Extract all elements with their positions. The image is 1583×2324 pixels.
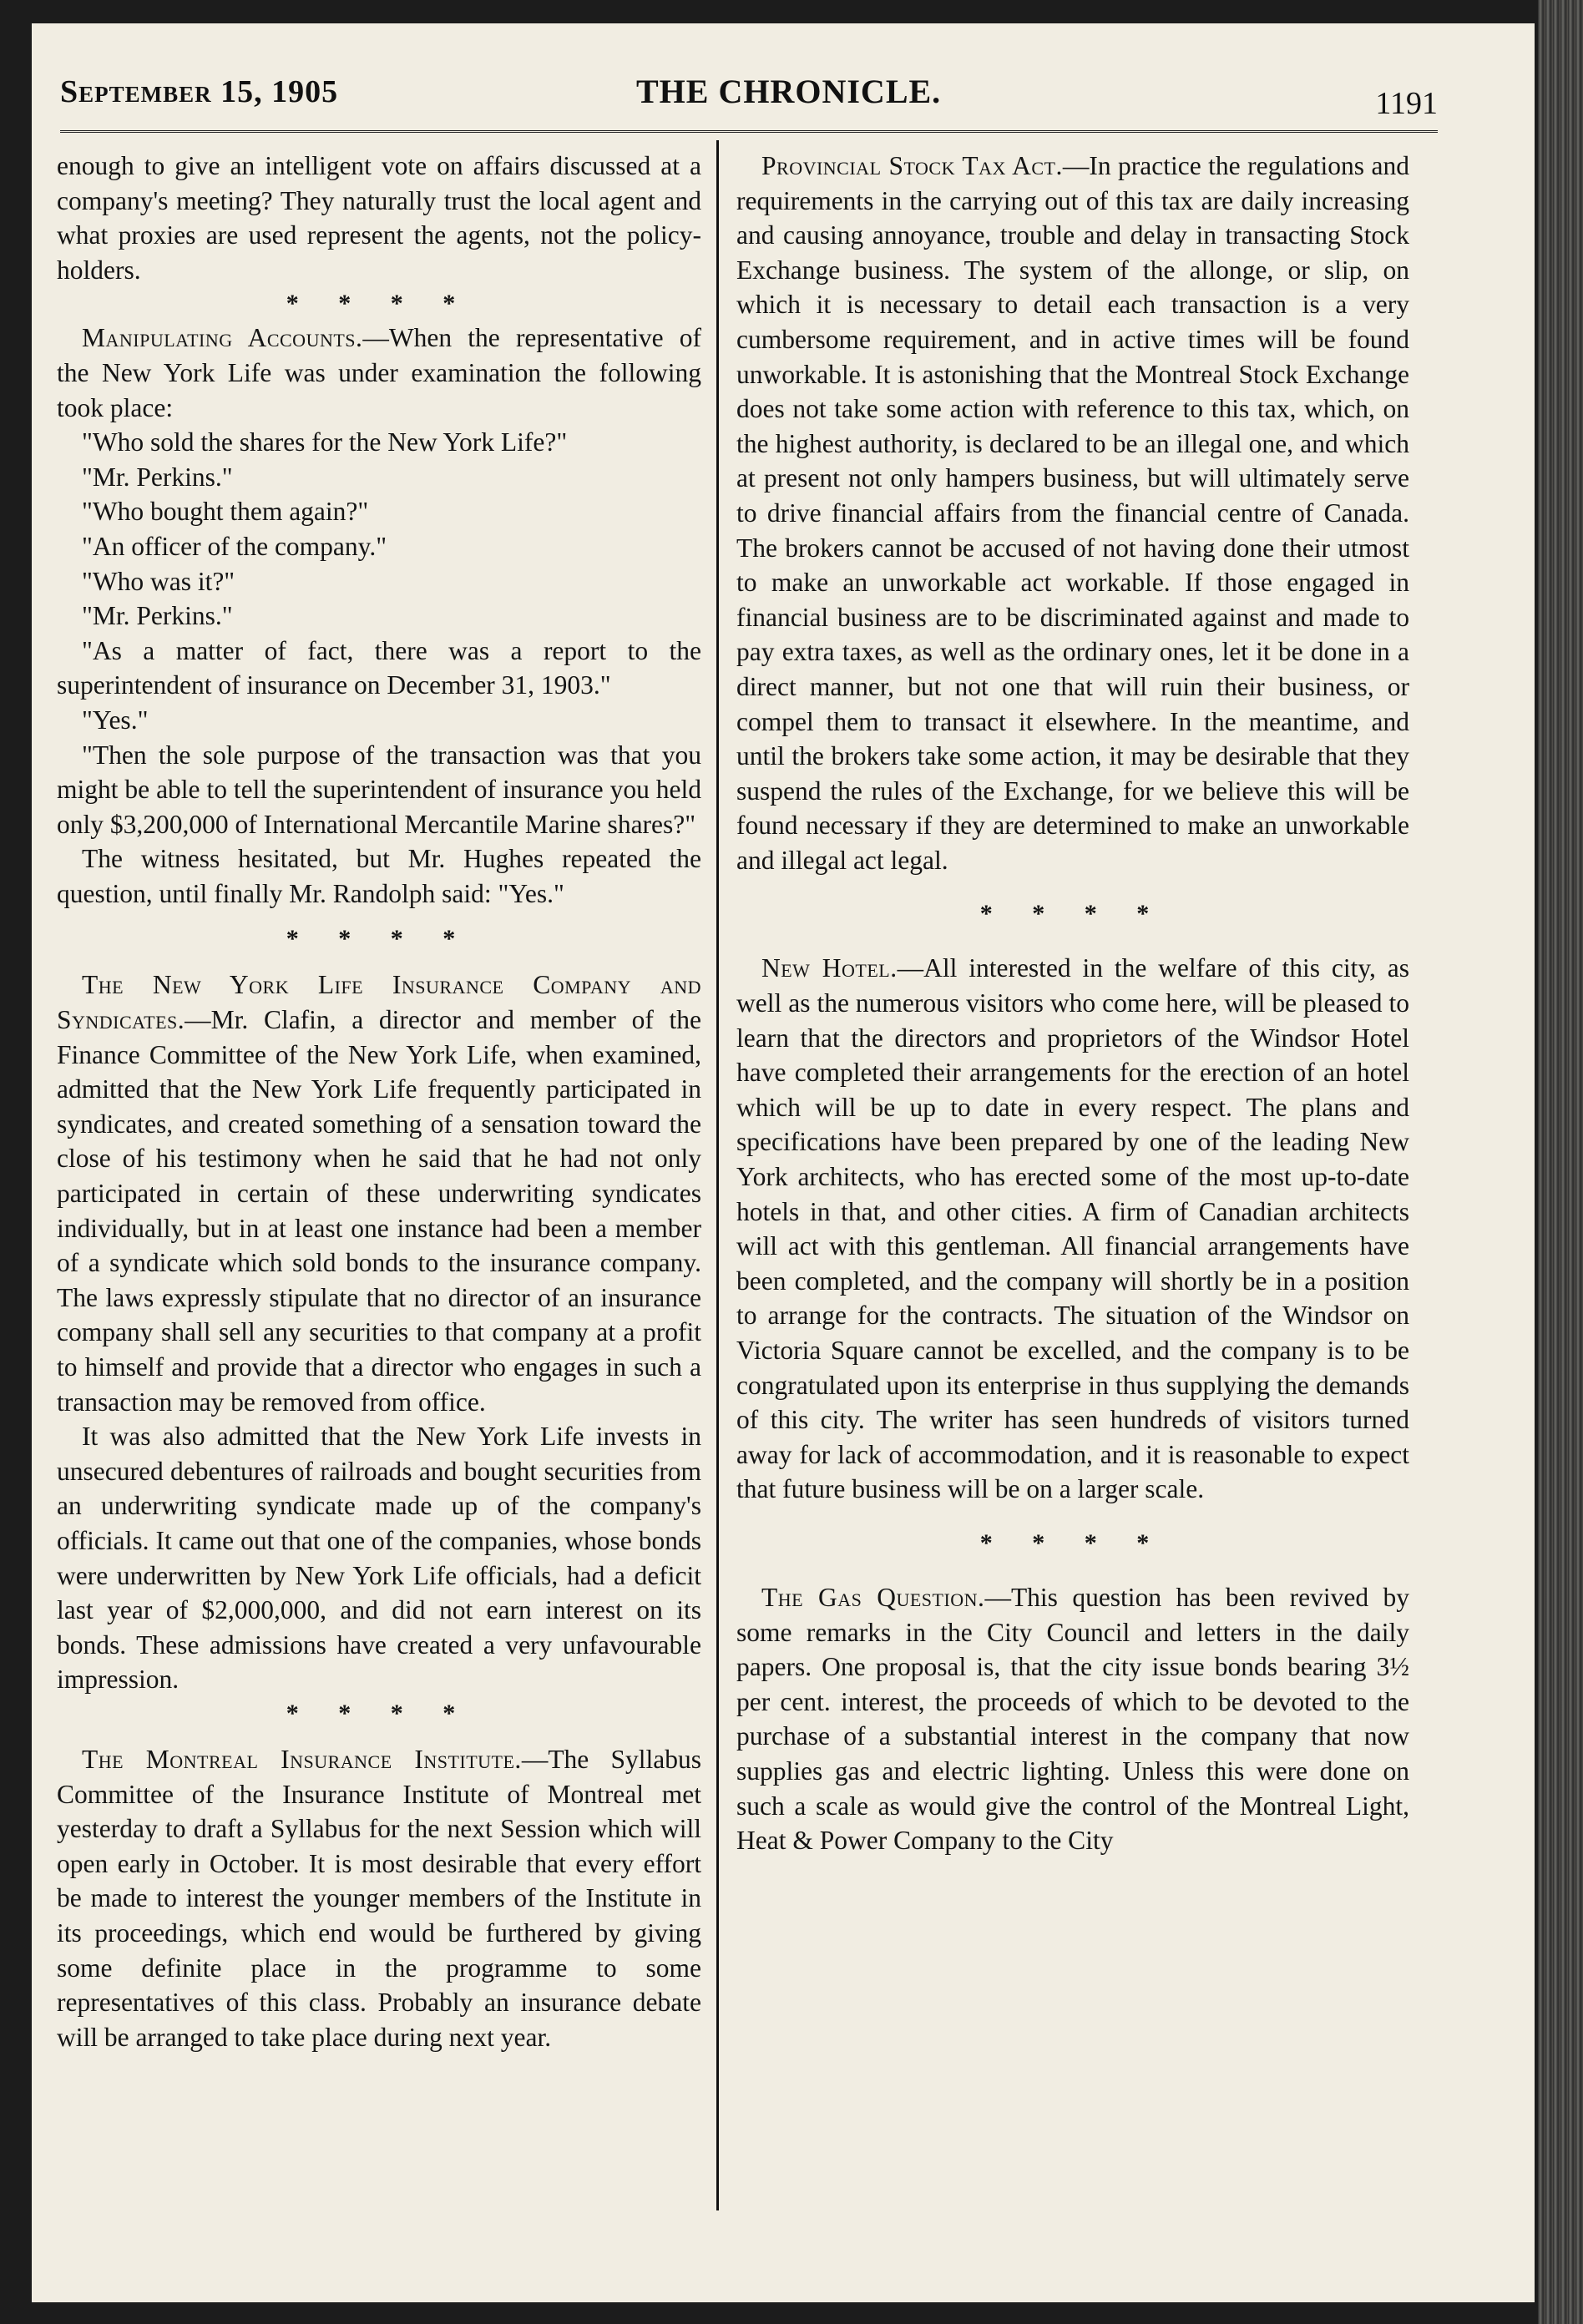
left-column xyxy=(57,149,701,2054)
section-separator: * * * * xyxy=(286,925,473,953)
dialog-line: "Who sold the shares for the New York Life?" xyxy=(82,427,568,457)
article-continuation: enough to give an intelligent vote on affairs discussed at a company's meeting? They naturally trust the local agent and what proxies are used represent the agents, not the policy-holders. xyxy=(57,151,701,285)
column-divider xyxy=(716,140,719,2210)
article-text: —When the representative of the New York Life was under examination the following took place: xyxy=(57,323,701,422)
dialog-line: "Who was it?" xyxy=(82,566,235,596)
article-heading: The New York Life Insurance Company and Syndicates. xyxy=(57,970,701,1035)
page-header xyxy=(60,57,1438,124)
book-spine-edge xyxy=(1538,0,1583,2324)
section-separator: * * * * xyxy=(286,1699,473,1727)
article-paragraph: It was also admitted that the New York Life invests in unsecured debentures of railroads and bought securities from an underwriting syndicate made up of the company's officials. It came out that one of the companies, whose bonds were underwritten by New York Life officials, had a deficit last year of $2,000,000, and did not earn interest on its bonds. These admissions have created a very unfavourable impression. xyxy=(57,1422,701,1695)
dialog-line: "An officer of the company." xyxy=(82,531,387,561)
article-heading: New Hotel. xyxy=(761,953,898,983)
section-separator: * * * * xyxy=(979,900,1166,928)
article-heading: Provincial Stock Tax Act. xyxy=(761,151,1063,180)
article-heading: The Gas Question. xyxy=(761,1582,985,1612)
dialog-line: "Then the sole purpose of the transaction was that you might be able to tell the superintendent of insurance you held only $3,200,000 of International Mercantile Marine shares?" xyxy=(57,740,701,839)
header-date: September 15, 1905 xyxy=(60,74,339,109)
section-separator: * * * * xyxy=(286,290,473,318)
dialog-line: "As a matter of fact, there was a report to the superintendent of insurance on December 31, 1903." xyxy=(57,635,701,700)
right-column xyxy=(736,149,1409,1858)
article-new-hotel xyxy=(736,951,1409,1507)
dialog-line: "Mr. Perkins." xyxy=(82,601,233,631)
dialog-line: "Mr. Perkins." xyxy=(82,462,233,492)
article-text: —In practice the regulations and requirements in the carrying out of this tax are daily increasing and causing annoyance, trouble and delay in transacting Stock Exchange business. The system of the allonge, or slip, on which it is necessary to detail each transaction is a very cumbersome requirement, and in active times will be found unworkable. It is astonishing that the Montreal Stock Exchange does not take some action with reference to this tax, which, on the highest authority, is declared to be an illegal one, and which at present not only hampers business, but will ultimately serve to drive financial affairs from the financial centre of Canada. The brokers cannot be accused of not having done their utmost to make an unworkable act workable. If those engaged in financial business are to be discriminated against and made to pay extra taxes, as well as the ordinary ones, let it be done in a direct manner, but not one that will ruin their business, or compel them to transact it elsewhere. In the meantime, and until the brokers take some action, it may be desirable that they suspend the rules of the Exchange, for we believe this will be found necessary if they are determined to make an unworkable and illegal act legal. xyxy=(736,151,1410,875)
article-heading: The Montreal Insurance Institute. xyxy=(82,1744,522,1774)
article-heading: Manipulating Accounts. xyxy=(82,323,363,353)
page-number: 1191 xyxy=(1375,86,1438,121)
header-rule xyxy=(60,130,1438,133)
dialog-line: The witness hesitated, but Mr. Hughes repeated the question, until finally Mr. Randolph said: "Yes." xyxy=(57,844,701,908)
article-text: —All interested in the welfare of this city, as well as the numerous visitors who come here, will be pleased to learn that the directors and proprietors of the Windsor Hotel have completed their arrangements for the erection of an hotel which will be up to date in every respect. The plans and specifications have been prepared by one of the leading New York architects, who has erected some of the most up-to-date hotels in that, and other cities. A firm of Canadian architects will act with this gentleman. All financial arrangements have been completed, and the company will shortly be in a position to arrange for the contracts. The situation of the Windsor on Victoria Square cannot be excelled, and the company is to be congratulated upon its enterprise in thus supplying the demands of this city. The writer has seen hundreds of visitors turned away for lack of accommodation, and it is reasonable to expect that future business will be on a larger scale. xyxy=(736,953,1409,1504)
section-separator: * * * * xyxy=(979,1528,1166,1557)
newspaper-page xyxy=(32,23,1535,2302)
article-montreal-insurance-institute xyxy=(57,1742,701,2054)
dialog-line: "Yes." xyxy=(82,705,149,735)
article-provincial-stock-tax-act xyxy=(736,149,1409,877)
article-text: —The Syllabus Committee of the Insurance Institute of Montreal met yesterday to draft a Syllabus for the next Session which will open early in October. It is most desirable that every effort be made to interest the younger members of the Institute in its proceedings, which end would be furthered by giving some definite place in the programme to some representatives of this class. Probably an insurance debate will be arranged to take place during next year. xyxy=(57,1744,701,2052)
article-new-york-life-syndicates xyxy=(57,967,701,1419)
article-text: —Mr. Clafin, a director and member of the Finance Committee of the New York Life, when examined, admitted that the New York Life frequently participated in syndicates, and created something of a sensation toward the close of his testimony when he said that he had not only participated in certain of these underwriting syndicates individually, but in at least one instance had been a member of a syndicate which sold bonds to the insurance company. The laws expressly stipulate that no director of an insurance company shall sell any securities to that company at a profit to himself and provide that a director who engages in such a transaction may be removed from office. xyxy=(57,1005,701,1417)
article-manipulating-accounts xyxy=(57,321,701,425)
article-text: —This question has been revived by some remarks in the City Council and letters in the daily papers. One proposal is, that the city issue bonds bearing 3½ per cent. interest, the proceeds of which to be devoted to the purchase of a substantial interest in the company that now supplies gas and electric lighting. Unless this were done on such a scale as would give the control of the Montreal Light, Heat & Power Company to the City xyxy=(736,1582,1409,1856)
dialog-line: "Who bought them again?" xyxy=(82,497,369,527)
header-title: THE CHRONICLE. xyxy=(636,73,942,110)
article-gas-question xyxy=(736,1580,1409,1858)
